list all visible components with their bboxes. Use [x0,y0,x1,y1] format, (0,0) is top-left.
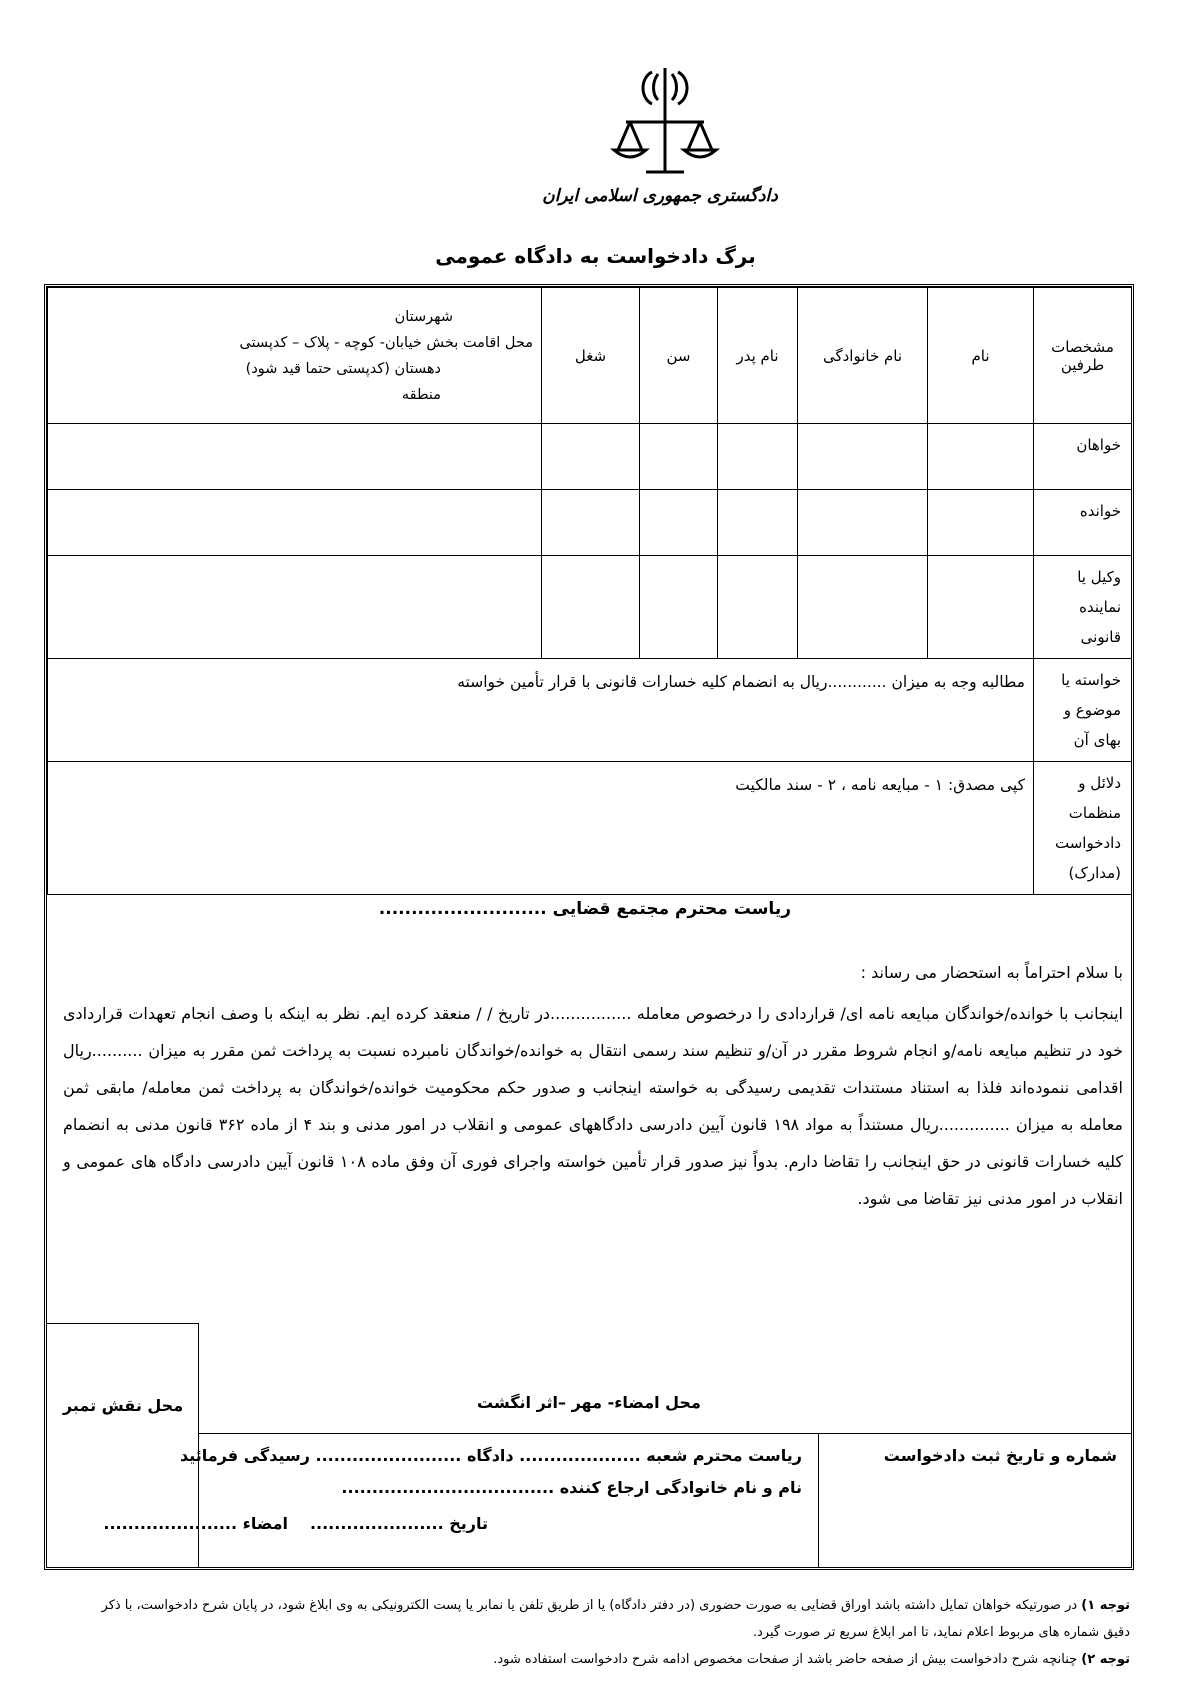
petition-form-frame [44,284,1134,1570]
defendant-family-cell[interactable] [798,490,928,556]
row-label-evidence: دلائل و منظمات دادخواست (مدارک) [1034,762,1132,895]
request-heading-dots: .......................... [378,899,547,919]
iran-emblem-scales-icon [600,64,730,194]
evidence-text[interactable]: کپی مصدق: ۱ - مبایعه نامه ، ۲ - سند مالکیت [48,762,1034,895]
row-label-subject: خواسته یا موضوع و بهای آن [1034,659,1132,762]
request-body[interactable]: اینجانب با خوانده/خواندگان مبایعه نامه ای/ قراردادی را درخصوص معامله ................در تاریخ / / منعقد کرده ایم. نظر به اینکه با وصف انجام تعهدات قراردادی خود در تنظیم مبایعه نامه/و انجام شروط مقرر در آن/و تنظیم سند رسمی انتقال به خوانده/خواندگان نامبرده نسبت به پرداخت ثمن مقرر به میزان ..........ریال اقدامی ننموده‌اند فلذا به استناد مستندات تقدیمی رسیدگی به خواسته اینجانب و صدور حکم محکومیت خوانده/خواندگان به پرداخت ثمن معامله/ مابقی ثمن معامله به میزان ..............ریال مستنداً به مواد ۱۹۸ قانون آیین دادرسی دادگاههای عمومی و انقلاب در امور مدنی و بند ۴ از ماده ۳۶۲ قانون مدنی به انضمام کلیه خسارات قانونی در حق اینجانب را تقاضا دارم. بدواً نیز صدور قرار تأمین خواسته واجرای فوری آن وفق ماده ۱۰۸ قانون آیین دادرسی دادگاه های عمومی و انقلاب در امور مدنی نیز تقاضا می شود. [63,1004,1124,1208]
note-1-text: در صورتیکه خواهان تمایل داشته باشد اوراق قضایی به صورت حضوری (در دفتر دادگاه) یا از طریق تلفن یا نمابر یا پست الکترونیکی به وی ابلاغ شود، در پایان شرح دادخواست، با ذکر دقیق شماره های مربوط اعلام نماید، تا امر ابلاغ سریع تر صورت گیرد. [101,1598,1130,1640]
defendant-address-cell[interactable] [48,490,542,556]
plaintiff-job-cell[interactable] [542,424,640,490]
address-line-2: محل اقامت بخش خیابان- کوچه - پلاک – کدپستی [239,334,533,351]
note-1-label: توجه ۱) [1081,1598,1130,1613]
table-row [48,490,1132,556]
request-heading [379,899,791,919]
ministry-name: دادگستری جمهوری اسلامی ایران [542,186,778,206]
table-row [48,556,1132,659]
table-row [48,424,1132,490]
table-row [48,659,1132,762]
registration-box [819,1433,1131,1567]
address-line-1: شهرستان [394,308,453,325]
address-line-3: دهستان (کدپستی حتما قید شود) [245,360,441,377]
col-address [48,288,542,424]
sign-line: امضاء ...................... [103,1514,288,1533]
subject-text[interactable]: مطالبه وجه به میزان ............ریال به انضمام کلیه خسارات قانونی با قرار تأمین خواسته [48,659,1034,762]
stamp-place-label: محل نقش تمبر [62,1396,184,1415]
plaintiff-family-cell[interactable] [798,424,928,490]
plaintiff-address-cell[interactable] [48,424,542,490]
branch-line: ریاست محترم شعبه .................... دادگاه ........................ رسیدگی فرمائید [180,1446,802,1465]
note-1 [80,1592,1130,1646]
col-parties: مشخصات طرفین [1034,288,1132,424]
parties-table [47,287,1132,895]
col-family: نام خانوادگی [798,288,928,424]
col-job: شغل [542,288,640,424]
request-greeting: با سلام احتراماً به استحضار می رساند : [860,963,1123,982]
lawyer-address-cell[interactable] [48,556,542,659]
lawyer-name-cell[interactable] [928,556,1034,659]
lawyer-age-cell[interactable] [640,556,718,659]
table-row [48,762,1132,895]
referral-box [103,1433,819,1567]
registration-label: شماره و تاریخ ثبت دادخواست [883,1446,1117,1465]
defendant-father-cell[interactable] [718,490,798,556]
plaintiff-name-cell[interactable] [928,424,1034,490]
defendant-job-cell[interactable] [542,490,640,556]
signature-place-label: محل امضاء- مهر –اثر انگشت [477,1393,701,1412]
defendant-age-cell[interactable] [640,490,718,556]
plaintiff-father-cell[interactable] [718,424,798,490]
note-2-label: توجه ۲) [1081,1652,1130,1667]
lawyer-family-cell[interactable] [798,556,928,659]
col-age: سن [640,288,718,424]
request-section [47,887,1131,1315]
date-line: تاریخ ...................... [309,1514,488,1533]
address-line-4: منطقه [401,386,441,403]
col-name: نام [928,288,1034,424]
referrer-line: نام و نام خانوادگی ارجاع کننده ................................... [341,1478,802,1497]
lawyer-job-cell[interactable] [542,556,640,659]
col-father: نام پدر [718,288,798,424]
note-2 [80,1646,1130,1673]
row-label-plaintiff: خواهان [1034,424,1132,490]
lawyer-father-cell[interactable] [718,556,798,659]
row-label-lawyer: وکیل یا نماینده قانونی [1034,556,1132,659]
row-label-defendant: خوانده [1034,490,1132,556]
note-2-text: چنانچه شرح دادخواست بیش از صفحه حاضر باشد از صفحات مخصوص ادامه شرح دادخواست استفاده شود. [493,1652,1082,1667]
defendant-name-cell[interactable] [928,490,1034,556]
request-heading-text: ریاست محترم مجتمع قضایی [552,899,791,919]
footnotes [80,1592,1130,1673]
signature-section [47,1323,1131,1567]
page-title: برگ دادخواست به دادگاه عمومی [435,244,756,268]
table-header-row [48,288,1132,424]
plaintiff-age-cell[interactable] [640,424,718,490]
